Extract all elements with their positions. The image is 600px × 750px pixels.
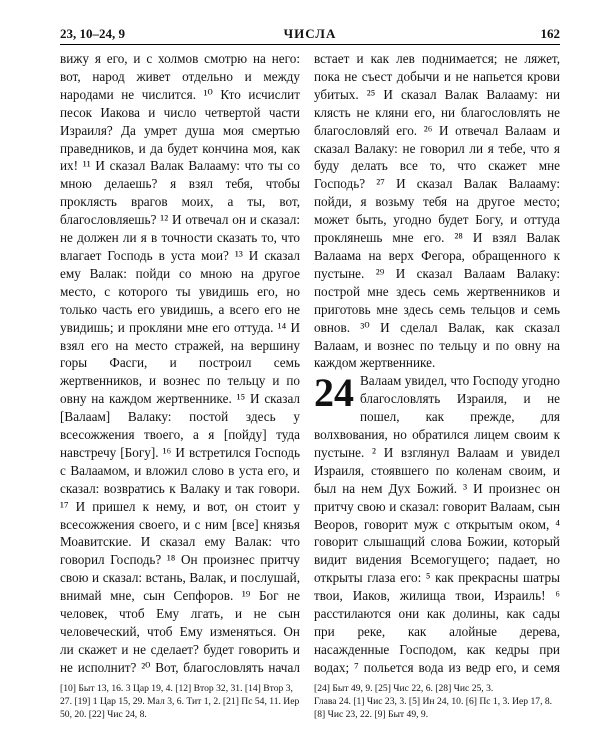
left-column-text: вижу я его, и с холмов смотрю на него: вот, народ живет отдельно и между народами не числится. ¹⁰ Кто исчислит песок Иакова и число четвертой части Израиля? Да умрет душа моя смертью праведников, и да будет кончина моя, как их! ¹¹ И сказал Валак Валааму: что ты со мною делаешь? я взял тебя, чтобы проклясть врагов моих, а ты, вот, благословляешь? ¹² И отвечал он и сказал: не должен ли я в точности сказать то, что влагает Господь в уста мои? ¹³ И сказал ему Валак: пойди со мною на другое место, с которого ты увидишь его, но только часть его увидишь, а всего его не увидишь; и прокляни мне его оттуда. ¹⁴ И взял его на место стражей, на вершину горы Фасги, и построил семь жертвенников, и вознес по тельцу и по овну на каждом жертвеннике. ¹⁵ И сказал [Валаам] Валаку: постой здесь у всесожжения твоего, а я [пойду] туда навстречу [Богу]. ¹⁶ И встретился Господь с Валаамом, и вложил слово в уста его, и сказал: возвратись к Валаку и так говори. ¹⁷ И пришел к нему, и вот, он стоит у всесожжения своего, и с ним [все] князья Моавитские. И сказал ему Валак: что говорил Господь? ¹⁸ Он произнес притчу свою и сказал: встань, Валак, и послушай, внимай мне, сын Сепфоров. ¹⁹ Бог не человек, чтоб Ему лгать, и не сын человеческий, чтоб Ему изменяться. Он ли скажет и не сделает? будет говорить и не исполнит? ²⁰ Вот, благословлять начал: [60, 51, 300, 675]
footnotes-right-text-1: [24] Быт 49, 9. [25] Чис 22, 6. [28] Чис 25, 3.: [314, 683, 494, 694]
chapter-number: 24: [314, 370, 354, 416]
footnotes-left: [60, 682, 300, 721]
footnotes-left-text: [10] Быт 13, 16. 3 Цар 19, 4. [12] Втор 32, 31. [14] Втор 3, 27. [19] 1 Цар 15, 29. Мал 3, 6. Тит 1, 2. [21] Пс 54, 11. Иер 50, 20. [22] Чис 24, 8.: [60, 683, 300, 720]
chapter-24-text: Валаам увидел, что Господу угодно благословлять Израиля, и не пошел, как прежде, для волхвования, но обратился лицем своим к пустыне. ² И взглянул Валаам и увидел Израиля, стоявшего по коленам своим, и был на нем Дух Божий. ³ И произнес он притчу свою и сказал: говорит Валаам, сын Веоров, говорит муж с открытым оком, ⁴ говорит слышащий слова Божии, который видит видения Всемогущего; падает, но открыты глаза его: ⁵ как прекрасны шатры твои, Иаков, жилища твои, Израиль! ⁶ расстилаются они как долины, как сады при реке, как алойные дерева, насажденные Господом, как кедры при водах; ⁷ польется вода из ведр его, и семя: [314, 373, 560, 675]
footnotes-right: [314, 682, 560, 721]
header-book-title: ЧИСЛА: [283, 26, 337, 41]
right-text-column: [314, 50, 560, 678]
footnotes-right-text-2: Глава 24. [1] Чис 23, 3. [5] Ин 24, 10. [6] Пс 1, 3. Иер 17, 8. [8] Чис 23, 22. [9] Быт 49, 9.: [314, 696, 553, 720]
header-page-number: 162: [540, 26, 560, 41]
chapter-24-block: [314, 372, 560, 678]
left-text-column: [60, 50, 300, 678]
right-column-text-top: встает и как лев поднимается; не ляжет, пока не съест добычи и не напьется крови убитых. ²⁵ И сказал Валак Валааму: ни клясть не кляни его, ни благословлять не благословляй его. ²⁶ И отвечал Валаам и сказал Валаку: не говорил ли я тебе, что я буду делать все то, что скажет мне Господь? ²⁷ И сказал Валак Валааму: пойди, я возьму тебя на другое место; может быть, угодно будет Богу, и оттуда проклянешь мне его. ²⁸ И взял Валак Валаама на верх Фегора, обращенного к пустыне. ²⁹ И сказал Валаам Валаку: построй мне здесь семь жертвенников и приготовь мне здесь семь тельцов и семь овнов. ³⁰ И сделал Валак, как сказал Валаам, и вознес по тельцу и по овну на каждом жертвеннике.: [314, 51, 560, 371]
header-verse-range: 23, 10–24, 9: [60, 26, 125, 41]
running-header: [60, 22, 560, 45]
